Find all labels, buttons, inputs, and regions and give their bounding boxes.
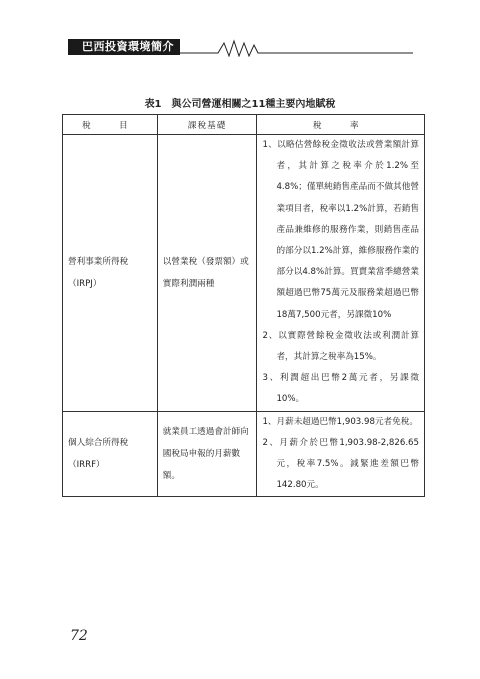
column-header-tax-item: 稅 目 [63, 115, 158, 135]
tax-name: 營利事業所得稅 [68, 256, 129, 267]
column-header-rate: 稅 率 [257, 115, 425, 135]
table-caption: 表1 與公司營運相關之11種主要內地賦稅 [144, 99, 336, 110]
table-row [63, 411, 425, 497]
rate-item: 2、以實際營餘稅金徵收法或利潤計算者，其計算之稅率為15%。 [262, 330, 419, 363]
rate-item: 1、以略估營餘稅金徵收法或營業額計算者，其計算之稅率介於1.2%至4.8%；僅單純銷售產品而不做其他營業項目者，稅率以1.2%計算，若銷售產品兼維修的服務作業，則銷售產品的部分以1.2%計算，維修服務作業的部分以4.8%計算。買賣業當季總營業額超過巴幣75萬元及服務業超過巴幣18萬7,500元者，另課徵10% [262, 140, 419, 320]
table-header-row [63, 115, 425, 135]
tax-rate-cell [257, 135, 425, 412]
rate-item: 3、利潤超出巴幣2萬元者，另課徵10%。 [262, 373, 419, 405]
tax-basis: 以營業稅（發票額）或實際利潤兩種 [157, 135, 257, 412]
tax-name: 個人綜合所得稅 [68, 438, 129, 449]
table-row [63, 135, 425, 412]
tax-rate-cell [257, 411, 425, 497]
running-header [68, 37, 413, 57]
tax-basis: 就業員工透過會計師向國稅局申報的月薪數額。 [157, 411, 257, 497]
header-title: 巴西投資環境簡介 [68, 39, 180, 55]
tax-name-cell [63, 135, 158, 412]
rate-item: 1、月薪未超過巴幣1,903.98元者免稅。 [262, 416, 418, 427]
tax-code: （IRRF） [68, 460, 105, 471]
column-header-basis: 課稅基礎 [157, 115, 257, 135]
rate-item: 2、月薪介於巴幣1,903.98-2,826.65元，稅率7.5%。減緊進差額巴幣142.80元。 [262, 437, 419, 491]
tax-table [62, 114, 425, 497]
tax-code: （IRPJ） [68, 278, 102, 289]
page-number: 72 [70, 628, 88, 644]
tax-name-cell [63, 411, 158, 497]
